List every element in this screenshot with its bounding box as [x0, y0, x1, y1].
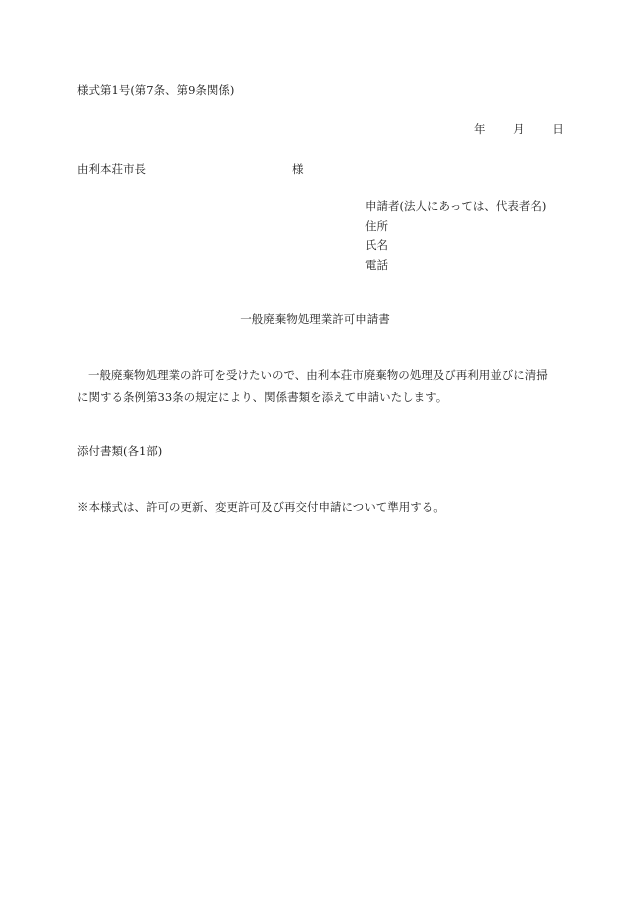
date-line — [474, 121, 564, 137]
applicant-block — [365, 197, 546, 275]
attachments-label: 添付書類(各1部) — [77, 444, 163, 458]
applicant-name-label: 氏名 — [365, 238, 388, 252]
form-number: 様式第1号(第7条、第9条関係) — [77, 83, 235, 97]
date-day-label: 日 — [552, 122, 564, 136]
applicant-heading: 申請者(法人にあっては、代表者名) — [365, 199, 547, 213]
applicant-phone-label: 電話 — [365, 257, 388, 272]
date-year-label: 年 — [474, 122, 486, 136]
applicant-address-label: 住所 — [365, 218, 388, 233]
body-paragraph: 一般廃棄物処理業の許可を受けたいので、由利本荘市廃棄物の処理及び再利用並びに清掃に関する条例第33条の規定により、関係書類を添えて申請いたします。 — [77, 368, 548, 404]
addressee-line — [77, 161, 304, 177]
addressee-honorific: 様 — [292, 162, 304, 176]
document-title: 一般廃棄物処理業許可申請書 — [240, 312, 390, 326]
date-month-label: 月 — [513, 122, 525, 136]
addressee-title: 由利本荘市長 — [77, 162, 146, 176]
footnote: ※本様式は、許可の更新、変更許可及び再交付申請について準用する。 — [77, 500, 445, 514]
